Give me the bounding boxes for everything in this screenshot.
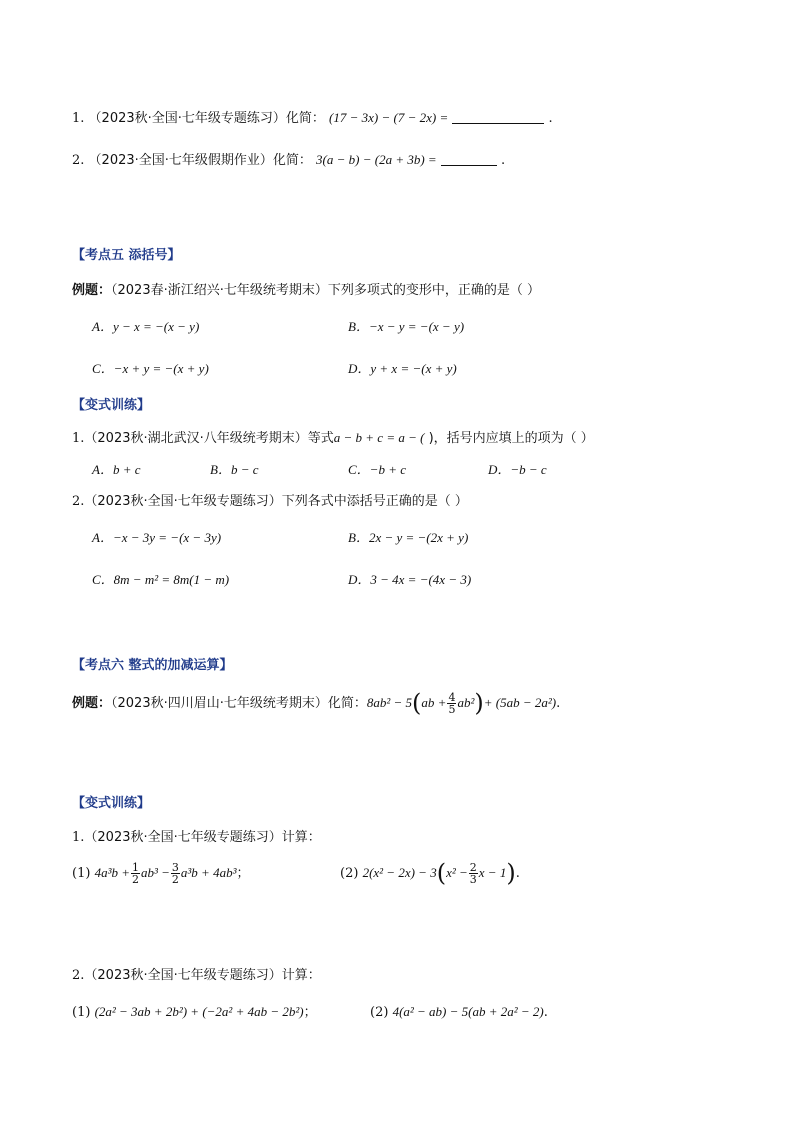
option-c[interactable]: C．8m − m² = 8m(1 − m): [92, 572, 230, 587]
section-title-training: 【变式训练】: [72, 796, 151, 811]
training-question-2: [72, 966, 321, 986]
sub-label: (2): [370, 1005, 389, 1020]
math-expression: a − b + c = a − (: [333, 430, 425, 445]
answer-blank[interactable]: [441, 151, 497, 166]
math-expression: (2a² − 3ab + 2b²) + (−2a² + 4ab − 2b²): [94, 1004, 304, 1019]
question-text: （2023秋·全国·七年级专题练习）计算：: [84, 830, 321, 845]
math-expression: x − 1: [478, 865, 507, 880]
option-d[interactable]: D．−b − c: [488, 462, 547, 477]
question-number: 2.: [72, 153, 85, 168]
example-text: （2023秋·四川眉山·七年级统考期末）化简：: [111, 696, 367, 711]
training-question-1: [72, 428, 594, 449]
option-b[interactable]: B．2x − y = −(2x + y): [348, 530, 469, 545]
math-expression: a³b + 4ab³: [180, 865, 237, 880]
sub-problem-4: (2) 4(a² − ab) − 5(ab + 2a² − 2).: [370, 1004, 548, 1020]
question-text: （2023秋·全国·七年级专题练习）计算：: [84, 968, 321, 983]
example-label: 例题：: [72, 696, 112, 711]
sub-label: (1): [72, 866, 91, 881]
fraction: $\frac{1}{2}$: [131, 861, 139, 886]
math-expression: ab +: [421, 695, 447, 710]
math-expression: 8ab² − 5: [366, 695, 413, 710]
sub-label: (2): [340, 866, 359, 881]
question-text: （2023秋·全国·七年级专题练习）下列各式中添括号正确的是（ ）: [84, 494, 468, 509]
sub-problem-2: (2) 2(x² − 2x) − 3(x² − $\frac{2}{3}$ x − 1).: [340, 859, 520, 887]
question-number: 2.: [72, 494, 85, 509]
example-text: （2023春·浙江绍兴·七年级统考期末）下列多项式的变形中，正确的是（ ）: [111, 283, 540, 298]
math-expression: (17 − 3x) − (7 − 2x) =: [329, 110, 449, 125]
math-expression: + (5ab − 2a²): [483, 695, 557, 710]
example-label: 例题：: [72, 283, 112, 298]
option-a[interactable]: A．y − x = −(x − y): [92, 319, 200, 334]
question-text: )，括号内应填上的项为（ ）: [424, 431, 594, 446]
training-question-2: [72, 492, 468, 512]
math-expression: 4(a² − ab) − 5(ab + 2a² − 2): [392, 1004, 544, 1019]
option-a[interactable]: A．−x − 3y = −(x − 3y): [92, 530, 222, 545]
option-a[interactable]: A．b + c: [92, 462, 141, 477]
option-b[interactable]: B．−x − y = −(x − y): [348, 319, 465, 334]
question-1: 1. （2023秋·全国·七年级专题练习）化简： (17 − 3x) − (7 − 2x) = .: [72, 110, 553, 126]
question-number: 1.: [72, 111, 85, 126]
option-d[interactable]: D．3 − 4x = −(4x − 3): [348, 572, 472, 587]
option-c[interactable]: C．−b + c: [348, 462, 406, 477]
example-question: 例题：（2023秋·四川眉山·七年级统考期末）化简：8ab² − 5(ab + $\frac{4}{5}$ ab²)+ (5ab − 2a²).: [72, 689, 561, 717]
question-2: 2. （2023·全国·七年级假期作业）化简： 3(a − b) − (2a + 3b) = .: [72, 152, 506, 168]
sub-problem-3: (1) (2a² − 3ab + 2b²) + (−2a² + 4ab − 2b²)；: [72, 1004, 317, 1020]
option-c[interactable]: C．−x + y = −(x + y): [92, 361, 209, 376]
sub-problem-1: (1) 4a³b + $\frac{1}{2}$ ab³ − $\frac{3}{2}$ a³b + 4ab³；: [72, 861, 250, 886]
fraction: $\frac{3}{2}$: [171, 861, 179, 886]
fraction: $\frac{2}{3}$: [469, 861, 477, 886]
question-text: （2023秋·湖北武汉·八年级统考期末）等式: [84, 431, 334, 446]
section-title-5: 【考点五 添括号】: [72, 248, 181, 263]
option-d[interactable]: D．y + x = −(x + y): [348, 361, 457, 376]
example-question: [72, 281, 540, 301]
fraction: $\frac{4}{5}$: [448, 691, 456, 716]
math-expression: 2(x² − 2x) − 3: [362, 865, 437, 880]
option-b[interactable]: B．b − c: [210, 462, 259, 477]
training-question-1: [72, 828, 321, 848]
math-expression: 4a³b +: [94, 865, 130, 880]
math-expression: ab²: [457, 695, 475, 710]
section-title-training: 【变式训练】: [72, 398, 151, 413]
section-title-6: 【考点六 整式的加减运算】: [72, 658, 233, 673]
question-source: （2023·全国·七年级假期作业）化简：: [88, 153, 312, 168]
question-number: 1.: [72, 431, 85, 446]
math-expression: x² −: [446, 865, 468, 880]
sub-label: (1): [72, 1005, 91, 1020]
answer-blank[interactable]: [452, 109, 544, 124]
question-number: 2.: [72, 968, 85, 983]
question-number: 1.: [72, 830, 85, 845]
math-expression: 3(a − b) − (2a + 3b) =: [316, 152, 437, 167]
question-source: （2023秋·全国·七年级专题练习）化简：: [88, 111, 325, 126]
math-expression: ab³ −: [140, 865, 170, 880]
